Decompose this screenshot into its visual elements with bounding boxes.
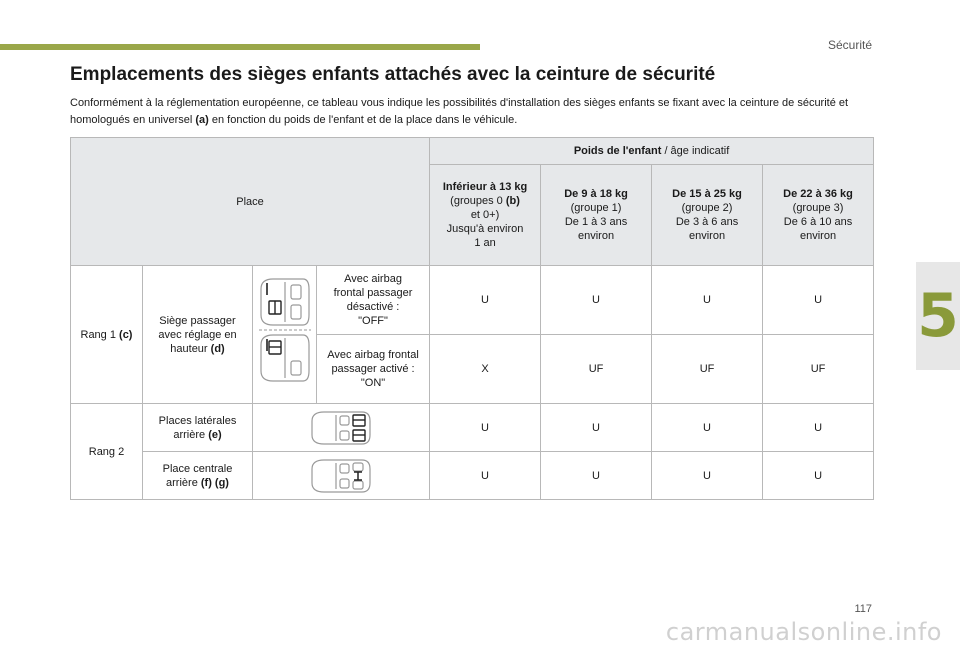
page-number: 117 xyxy=(854,603,872,615)
lateral-line2 xyxy=(146,428,249,442)
weight-header xyxy=(430,138,874,165)
table-cell: UF xyxy=(763,335,874,404)
group-header-3 xyxy=(763,165,874,266)
airbag-off-line4: "OFF" xyxy=(358,315,388,327)
group-header-1 xyxy=(541,165,652,266)
airbag-off-line3: désactivé : xyxy=(346,301,400,313)
table-cell: UF xyxy=(652,335,763,404)
front-seat-diagram-cell xyxy=(253,266,317,404)
group-line2: De 6 à 10 ans xyxy=(783,216,853,228)
central-line2-text: arrière xyxy=(166,476,201,489)
section-name: Sécurité xyxy=(827,38,872,52)
table-cell: U xyxy=(430,266,541,335)
central-ref: (f) (g) xyxy=(200,476,229,489)
rear-central-diagram-cell xyxy=(253,452,430,500)
lateral-ref: (e) xyxy=(208,428,222,441)
intro-ref: (a) xyxy=(195,114,209,126)
group-line2: et 0+) xyxy=(470,209,500,221)
rank2-central-label xyxy=(143,452,253,500)
airbag-on-line2: passager activé : xyxy=(331,363,415,375)
airbag-on-cell xyxy=(317,335,430,404)
rank1-label xyxy=(71,266,143,404)
group-line4: 1 an xyxy=(474,237,496,249)
table-cell: U xyxy=(541,452,652,500)
lateral-line2-text: arrière xyxy=(173,428,209,441)
airbag-on-line3: "ON" xyxy=(360,377,386,389)
group-line xyxy=(433,194,537,208)
rank1-seat xyxy=(143,266,253,404)
weight-header-rest: / âge indicatif xyxy=(661,145,730,157)
seat-line3-text: hauteur xyxy=(170,342,211,355)
page-title: Emplacements des sièges enfants attachés avec la ceinture de sécurité xyxy=(70,64,716,85)
group-line1: (groupe 1) xyxy=(570,202,622,214)
car-rear-central-icon xyxy=(308,457,374,495)
central-line1: Place centrale xyxy=(162,462,233,475)
rank2-lateral-label xyxy=(143,404,253,452)
seat-ref: (d) xyxy=(210,342,225,355)
table-row xyxy=(71,404,874,452)
table-cell: UF xyxy=(541,335,652,404)
rank2-label: Rang 2 xyxy=(71,404,143,500)
table-row xyxy=(71,266,874,335)
airbag-off-line2: frontal passager xyxy=(333,287,413,299)
group-weight: De 9 à 18 kg xyxy=(564,188,628,200)
group-line3: environ xyxy=(688,230,726,242)
table-cell: U xyxy=(763,452,874,500)
group-line1: (groupe 3) xyxy=(792,202,844,214)
intro-paragraph xyxy=(70,95,870,129)
airbag-off-cell xyxy=(317,266,430,335)
table-cell: U xyxy=(763,266,874,335)
airbag-off-line1: Avec airbag xyxy=(344,273,402,285)
group-weight: De 22 à 36 kg xyxy=(783,188,853,200)
table-cell: U xyxy=(652,404,763,452)
table-row xyxy=(71,452,874,500)
group-header-0 xyxy=(430,165,541,266)
table-cell: U xyxy=(652,452,763,500)
table-cell: U xyxy=(652,266,763,335)
chapter-tab xyxy=(916,262,960,370)
child-seat-table xyxy=(70,137,874,500)
watermark: carmanualsonline.info xyxy=(665,618,942,646)
group-weight: De 15 à 25 kg xyxy=(672,188,742,200)
table-cell: U xyxy=(541,266,652,335)
seat-line2: avec réglage en xyxy=(158,328,237,341)
intro-part2: en fonction du poids de l'enfant et de la place dans le véhicule. xyxy=(208,114,518,126)
table-cell: U xyxy=(430,452,541,500)
intro-part1: Conformément à la réglementation européenne, ce tableau vous indique les possibilités d'installation des sièges enfants se fixant avec la ceinture de sécurité et homologués en universel xyxy=(70,97,849,126)
car-rear-lateral-icon xyxy=(308,409,374,447)
airbag-on-line1: Avec airbag frontal xyxy=(327,349,419,361)
group-header-2 xyxy=(652,165,763,266)
place-header: Place xyxy=(71,138,430,266)
group-weight: Inférieur à 13 kg xyxy=(442,181,528,193)
table-cell: X xyxy=(430,335,541,404)
table-cell: U xyxy=(541,404,652,452)
weight-header-bold: Poids de l'enfant xyxy=(573,145,662,157)
group-line3: Jusqu'à environ xyxy=(446,223,524,235)
rank1-ref: (c) xyxy=(119,328,133,341)
group-line1: (groupe 2) xyxy=(681,202,733,214)
table-cell: U xyxy=(430,404,541,452)
rear-lateral-diagram-cell xyxy=(253,404,430,452)
chapter-number: 5 xyxy=(917,281,959,351)
group-line1: (groupes 0 xyxy=(450,195,506,207)
group-line3: environ xyxy=(577,230,615,242)
rank1-label-text: Rang 1 xyxy=(80,328,120,341)
central-line2 xyxy=(146,476,249,490)
lateral-line1: Places latérales xyxy=(158,414,237,427)
group-line2: De 3 à 6 ans xyxy=(675,216,739,228)
seat-line3 xyxy=(146,342,249,356)
seat-line1: Siège passager xyxy=(159,314,236,327)
accent-bar xyxy=(0,44,480,50)
group-line3: environ xyxy=(800,230,837,242)
group-line2: De 1 à 3 ans xyxy=(564,216,628,228)
table-cell: U xyxy=(763,404,874,452)
car-front-seat-icon xyxy=(255,271,315,399)
group-ref: (b) xyxy=(505,195,520,207)
